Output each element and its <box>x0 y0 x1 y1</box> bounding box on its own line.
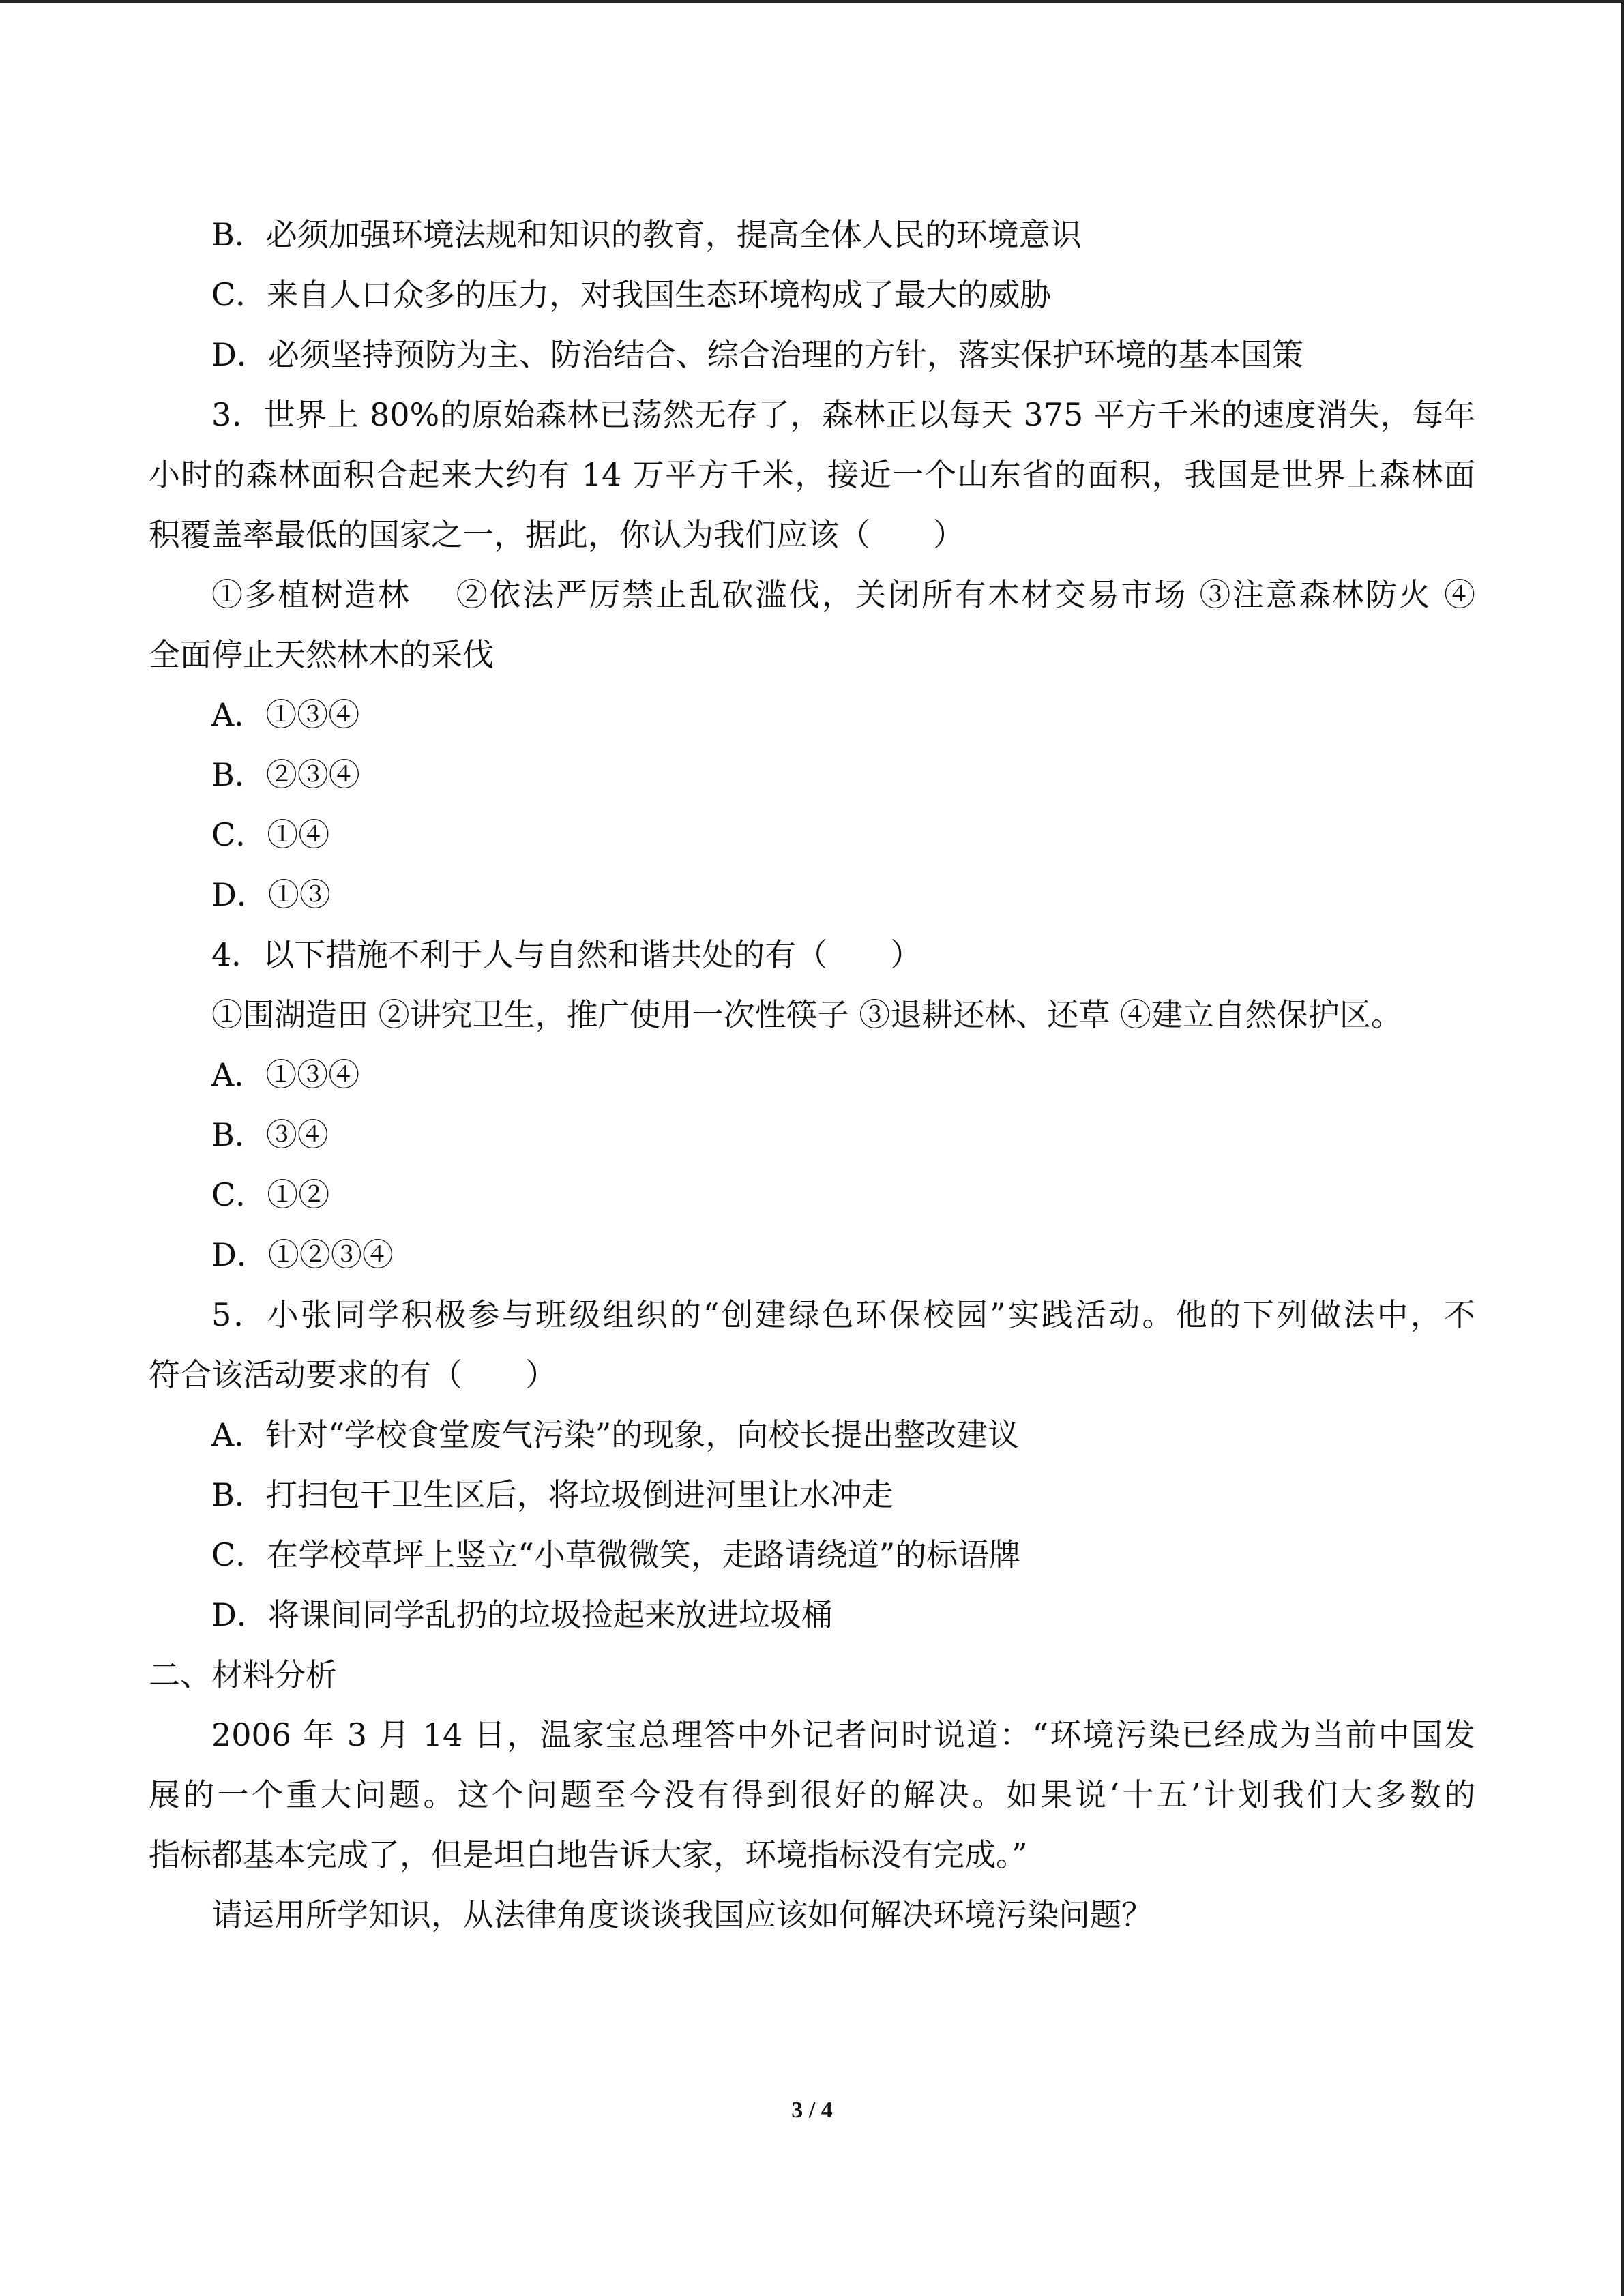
q2-option-d: D．必须坚持预防为主、防治结合、综合治理的方针，落实保护环境的基本国策 <box>211 336 1303 373</box>
q3-stem-line1: 3．世界上 80%的原始森林已荡然无存了，森林正以每天 375 平方千米的速度消失，每年 <box>211 396 1475 433</box>
q4-stem: 4．以下措施不利于人与自然和谐共处的有（ ） <box>211 936 922 973</box>
q3-items-line1: ①多植树造林 ②依法严厉禁止乱砍滥伐，关闭所有木材交易市场 ③注意森林防火 ④ <box>211 576 1475 613</box>
q5-option-d: D．将课间同学乱扔的垃圾捡起来放进垃圾桶 <box>211 1596 833 1633</box>
q4-option-c: C．①② <box>211 1176 330 1213</box>
q5-option-a: A．针对“学校食堂废气污染”的现象，向校长提出整改建议 <box>211 1416 1020 1453</box>
q5-stem-line1: 5．小张同学积极参与班级组织的“创建绿色环保校园”实践活动。他的下列做法中，不 <box>211 1296 1475 1333</box>
analysis-question: 请运用所学知识，从法律角度谈谈我国应该如何解决环境污染问题？ <box>211 1896 1153 1933</box>
q3-option-a: A．①③④ <box>211 696 360 733</box>
q4-items: ①围湖造田 ②讲究卫生，推广使用一次性筷子 ③退耕还林、还草 ④建立自然保护区。 <box>211 996 1402 1033</box>
q3-stem-line2: 小时的森林面积合起来大约有 14 万平方千米，接近一个山东省的面积，我国是世界上森林面 <box>149 456 1475 493</box>
q2-option-b: B．必须加强环境法规和知识的教育，提高全体人民的环境意识 <box>211 216 1082 253</box>
material-line1: 2006 年 3 月 14 日，温家宝总理答中外记者问时说道：“环境污染已经成为当前中国发 <box>211 1716 1475 1753</box>
q3-option-c: C．①④ <box>211 816 330 853</box>
page-border-top <box>0 0 1624 3</box>
material-line3: 指标都基本完成了，但是坦白地告诉大家，环境指标没有完成。” <box>149 1836 1028 1873</box>
q3-items-line2: 全面停止天然林木的采伐 <box>149 636 494 673</box>
page-border-right <box>1621 0 1624 2296</box>
document-body <box>149 205 1475 1945</box>
material-line2: 展的一个重大问题。这个问题至今没有得到很好的解决。如果说‘十五’计划我们大多数的 <box>149 1776 1475 1813</box>
q3-stem-line3: 积覆盖率最低的国家之一，据此，你认为我们应该（ ） <box>149 516 964 553</box>
q4-option-a: A．①③④ <box>211 1056 360 1093</box>
section-heading: 二、材料分析 <box>149 1656 337 1693</box>
q5-stem-line2: 符合该活动要求的有（ ） <box>149 1356 557 1393</box>
q3-option-d: D．①③ <box>211 876 331 913</box>
q4-option-d: D．①②③④ <box>211 1236 394 1273</box>
q3-option-b: B．②③④ <box>211 756 360 793</box>
q2-option-c: C．来自人口众多的压力，对我国生态环境构成了最大的威胁 <box>211 276 1052 313</box>
page-number: 3 / 4 <box>791 2098 833 2123</box>
q5-option-b: B．打扫包干卫生区后，将垃圾倒进河里让水冲走 <box>211 1476 894 1513</box>
q4-option-b: B．③④ <box>211 1116 329 1153</box>
q5-option-c: C．在学校草坪上竖立“小草微微笑，走路请绕道”的标语牌 <box>211 1536 1021 1573</box>
